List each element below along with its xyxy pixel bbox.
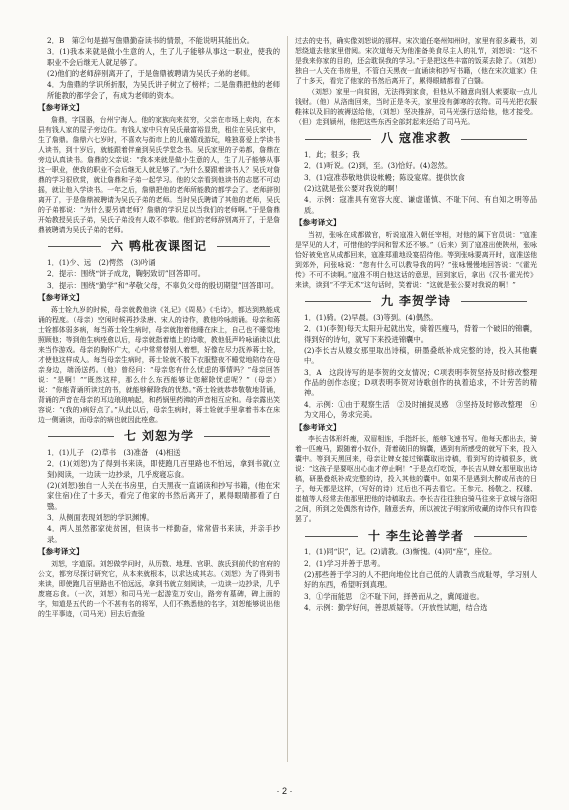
section-number: 十: [367, 528, 380, 543]
answer-3-1: 3．(1)寇准恭敬地供设帐幔；陈设宴席。提供饮食: [304, 172, 465, 182]
answer-4: 4．示例：①由于观察生活 ②及时捕捉灵感 ③坚持及时修改整理 ④为文用心，务求完美。: [304, 399, 537, 420]
right-column: [295, 36, 537, 614]
rule-left: [48, 246, 101, 247]
answer-3-1: 3．(1)我本来就是做小生意的人，生了儿子能够从事这一职业，使我的职业不会后继无人就足够了。: [47, 47, 280, 67]
translation-text: 詹鼎，字国器，台州宁海人。他的家族向来贫穷，父亲在市场上卖肉，在本县有钱人家的屋子旁边住。有钱人家中只有吴氏最富裕显贵，租住在吴氏家中，生了詹鼎。詹鼎六七岁时，不喜欢与街市上的儿童嬉戏游玩，唯独喜爱上学读书人读书，到十岁后，就能跟着伴童到吴氏学堂念书。吴氏家里的子弟都，詹鼎在旁边认真读书。詹鼎的父亲说：“我本来就是做小生意的人，生了儿子能够从事这一职业，使我的职业不会后继无人就足够了。”为什么要跟着读书人？吴氏对詹鼎的学习很欣赏，就让詹鼎和子弟一起学习。他的父亲看到他读书的志愿不可动摇，就让他入学读书。一年之后，詹鼎把他的老师所能教的都学会了。老师辞别离开了，于是詹鼎被聘请为吴氏子弟的老师。当时吴氏聘请了其他的老师，吴氏的子弟都说：“为什么要另请老师？詹鼎的学识足以当我们的老师啊。”于是詹鼎开始教授吴氏子弟，吴氏子弟没有人敢不恭敬。他们的老师辞别离开了，于是詹鼎被聘请为吴氏子弟的老师。: [38, 115, 280, 234]
answer-3-2: (2)这就是张公要对我说的啊！: [304, 184, 402, 194]
reference-translation-heading: 【参考译文】: [38, 293, 84, 303]
section-title: 李生论善学者: [386, 528, 465, 543]
answer-1: 1．(1)儿子 (2)草书 (3)准备 (4)相送: [47, 447, 181, 457]
rule-left: [305, 139, 371, 140]
section-title: 刘恕为学: [142, 429, 195, 444]
answer-3: 3．①学而能思 ②不耻下问，择善而从之，冀闻道也。: [304, 591, 484, 601]
rule-left: [48, 436, 114, 437]
translation-text: 当初，张咏在成都做官，听说寇准入朝任宰相，对他的属下官员说：“寇准是罕见的人才，可惜他的学问和智术还不够。”（后来）到了寇准出使陕州，张咏恰好被免官从成都回来，寇准郑重地设宴招待他。等到张咏要离开时，寇准送他到郊外，问张咏说：“您有什么可以教导我的吗？”张咏慢慢地回答说：“《霍光传》不可不读啊。”寇准不明白他这话的意思，回到家后，拿出《汉书·霍光传》来读，读到“不学无术”这句话时，笑着说：“这就是张公要对我说的啊！”: [295, 230, 537, 289]
rule-right: [474, 536, 527, 537]
answer-3-2: (2)他们的老师辞别离开了，于是詹鼎被聘请为吴氏子弟的老师。: [47, 69, 255, 79]
answer-2-1: 2．(1)(李贺)每天太阳升起就出发，骑着匹瘦马，背着一个破旧的锦囊，得到好的诗句，就写下来投进锦囊中。: [304, 324, 537, 344]
answer-1: 1．(1)少、远 (2)愕然 (3)吟诵: [47, 257, 156, 267]
answer-4: 4．示例：勤学好问，善思质疑等。（开放性试题，结合选: [304, 603, 488, 613]
answer-3: 3．从侧面表现刘恕的学识渊博。: [47, 512, 154, 522]
reference-translation-heading: 【参考译文】: [38, 103, 84, 113]
answer-2-2: (2)李长吉从嫂女那里取出诗稿，研墨叠纸补成完整的诗，投入其他囊中。: [304, 346, 537, 366]
answer-1: 1．此；很多；我: [304, 150, 360, 159]
section-heading: [295, 131, 537, 147]
section-number: 六: [110, 239, 123, 254]
left-column: [38, 36, 280, 620]
answer-1: 1．(1)同“识”，记。(2)请教。(3)惭愧。(4)同“座”，座位。: [304, 547, 497, 557]
answer-4: 4．示例：寇准具有宽容大度、谦虚谨慎、不耻下问、有自知之明等品质。: [304, 195, 537, 215]
section-number: 八: [380, 131, 393, 146]
answer-2-2: (2)那些善于学习的人不把向地位比自己低的人请教当成耻辱，学习别人好的东西，希望听到真理。: [304, 570, 537, 590]
translation-text: 蒋士铨九岁的时候，母亲就教他读《礼记》《周易》《毛诗》，都达到熟能成诵的程度。（母亲）空闲时候再抄录唐、宋人的诗作，教他吟咏朗诵。母亲和蒋士铨都体弱多病，每当蒋士铨生病时，母亲就抱着他睡在床上，自己也不睡觉地照顾他；等到他生病痊愈以后，母亲就指着墙上的诗歌，教他低声吟咏诵读以此来当作游戏。母亲的胸怀广大，心中常常替别人着想，好像在尽力抚养蒋士铨，才使他这样成人。每当母亲生病时，蒋士铨就不脱下衣服整夜不睡觉地陪侍在母亲身边，端汤送药。（他）曾经问：“母亲您有什么忧虑的事情吗？”母亲回答说：“是啊！”“既然这样，那么什么东西能够让您解除忧虑呢？”（母亲）说：“你能背诵所读过的书，就能够解除我的忧愁。”蒋士铨就恭恭敬敬地背诵，背诵的声音在母亲的耳边琅琅响起，和药锅里药沸的声音相互应和。母亲露出笑容说：“(我的)病好点了。”从此以后，母亲生病时，蒋士铨就手里拿着书本在床边一侧诵读，而母亲的病也就因此痊愈。: [38, 305, 280, 424]
translation-text: （刘恕）家里一向贫困，无法得到家食，但他从不随意向别人索要取一点儿钱财。（他）从洛南回来，当时正是冬天，家里没有御寒的衣物。司马光把衣服鞋袜以及旧的被褥送给他，（刘恕）坚决推辞，司马光强行送给他，他才接受。（但）走到颍州，他把这些东西全部封起来还给了司马光。: [295, 88, 537, 126]
answer-4: 4．两人虽然都家徒贫困，但读书一样勤奋，常常借书来读，并亲手抄录。: [47, 524, 280, 544]
translation-text: 过去的史书，确实像刘恕说的那样。宋次道任亳州知州时，家里有很多藏书，刘恕绕道去他家里借阅。宋次道每天为他准备美食尽主人的礼节，刘恕说：“这不是我来你家的目的，还会耽误我的学习。”于是把这些丰富的饭菜去除了。（刘恕）独自一人关在书房里，不管白天黑夜一直诵读和抄写书籍，（他在宋次道家）住了十多天，看完了他家的书然后离开了，累得眼睛都看了白翳。: [295, 37, 537, 85]
answer-2-2: (2)(刘恕)独自一人关在书房里，白天黑夜一直诵读和抄写书籍，(他在宋家住宿)住了十多天，看完了他家的书然后离开了，累得眼睛都看了白翳。: [47, 480, 280, 511]
translation-text: 刘恕，字道原。刘恕做学问时，从历数、地理、官职、族氏到前代的官府的公文，都穷尽探讨研究它，从本来就根本，以求达成其志。（刘恕）为了得到书来读，即使跑几百里路也不怕远远，拿到书就立刻阅读，一边读一边抄录，几乎废寝忘食。（一次，刘恕）和司马光一起游览万安山，路旁有墓碑，碑上面的字，知道是五代的一个不甚有名的将军，人们不熟悉他的名字，刘恕能够说出他的生平事迹，（司马光）回去后查验: [38, 559, 280, 618]
answer-1: 1．(1)骑。(2)早晨。(3)等到。(4)偶然。: [304, 312, 438, 322]
section-title: 鸭枇夜课图记: [129, 239, 208, 254]
reference-translation-heading: 【参考译文】: [295, 422, 341, 432]
section-number: 九: [380, 294, 393, 309]
section-title: 李贺学诗: [399, 294, 452, 309]
answer-3: 3．A 这段诗写的是李贺的交友情况；C项表明李贺坚持及时修改整理作品的创作态度；D项表明李贺对诗歌创作的执着追求，不计劳苦的精神。: [304, 367, 537, 398]
section-heading: [295, 294, 537, 310]
page-content: [38, 36, 538, 772]
column-divider: [287, 36, 288, 762]
answer-2-1: 2．(1)学习并善于思考。: [304, 558, 385, 568]
reference-translation-heading: 【参考译文】: [295, 218, 341, 228]
answer-3: 3．提示：围绕“勤学”和“孝敬父母，不辜负父母的殷切期望”回答即可。: [47, 280, 279, 290]
rule-right: [204, 436, 270, 437]
rule-right: [461, 139, 527, 140]
answer-2-1: 2．(1)(刘恕)为了得到书来读，即使跑几百里路也不怕远，拿到书就(立刻)阅读，一边读一边抄录，几乎废寝忘食。: [47, 459, 280, 479]
translation-text: 李长吉体形纤瘦，双眉相连，手指纤长，能够飞速书写。他每天都出去，骑着一匹瘦马，跟随着小奴仆，背着破旧的锦囊，遇到有所感受的就写下来，投入囊中。等到天黑回来，母亲让婢女接过锦囊取出诗稿，看到写的诗稿很多，就说：“这孩子是要呕出心血才停止啊！”于是点灯吃饭，李长吉从婢女那里取出诗稿，研墨叠纸补成完整的诗，投入其他的囊中。如果不是遇到大醉或吊丧的日子，每天都是这样，（写好的诗）过后也不再去看它。王参元、杨敬之、权璩、崔植等人经常去他那里把他的诗稿取去。李长吉往往独自骑马往来于京城与洛阳之间，所到之处偶然有诗作，随意丢弃，所以被沈子明家所收藏的诗作只有四卷罢了。: [295, 435, 537, 524]
rule-left: [305, 536, 358, 537]
answer-2: 2．提示：围绕“饼子成龙，鞠躬致切”回答即可。: [47, 269, 206, 279]
rule-right: [217, 246, 270, 247]
section-heading: [38, 429, 280, 445]
section-number: 七: [123, 429, 136, 444]
rule-left: [305, 301, 371, 302]
section-heading: [38, 239, 280, 255]
reference-translation-heading: 【参考译文】: [38, 547, 84, 557]
answer-4: 4．为詹鼎的学识所折服，为吴氏讲子树立了榜样；二是詹鼎把他的老师所能教的都学会了，有成为老师的资本。: [47, 80, 280, 100]
page-number: · 2 ·: [276, 786, 293, 796]
rule-right: [461, 301, 527, 302]
answer-2: 2．B 第②句是描写詹鼎勤奋读书的情景，不能说明其能出众。: [47, 36, 255, 45]
section-title: 寇准求教: [399, 131, 452, 146]
section-heading: [295, 528, 537, 544]
answer-2: 2．(1)听说。(2)到，至。(3)恰好。(4)忽然。: [304, 161, 453, 171]
